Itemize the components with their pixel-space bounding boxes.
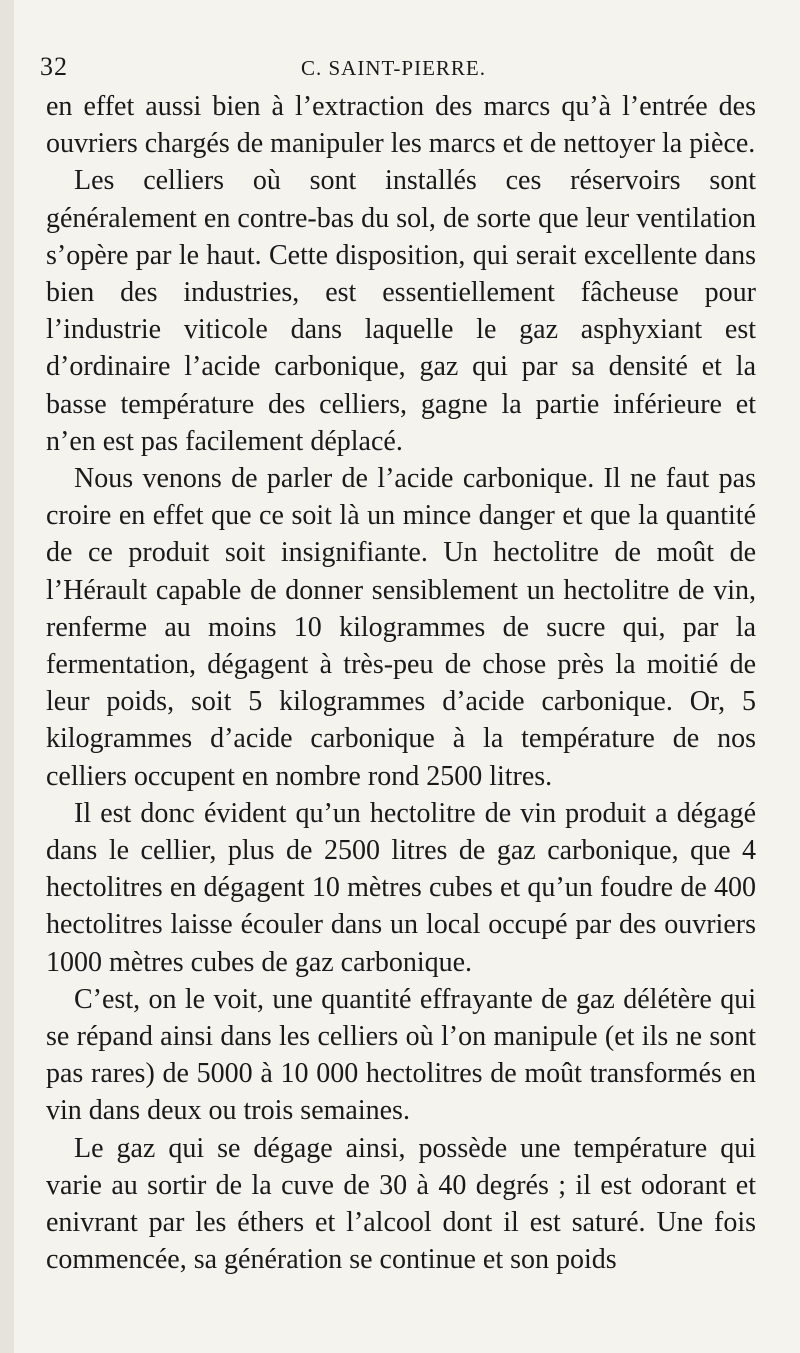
page-body bbox=[46, 88, 756, 1279]
paragraph-quantite: C’est, on le voit, une quantité effrayante de gaz délétère qui se répand ainsi dans les celliers où l’on manipule (et ils ne sont pas rares) de 5000 à 10 000 hectolitres de moût transformés en vin dans deux ou trois semaines. bbox=[46, 983, 756, 1127]
paragraph-acide-carbonique: Nous venons de parler de l’acide carbonique. Il ne faut pas croire en effet que ce soit là un mince danger et que la quantité de ce produit soit insignifiante. Un hectolitre de moût de l’Hérault capable de donner sensiblement un hectolitre de vin, renferme au moins 10 kilogrammes de sucre qui, par la fermentation, dégagent à très-peu de chose près la moitié de leur poids, soit 5 kilogrammes d’acide carbonique. Or, 5 kilogrammes d’acide carbonique à la température de nos celliers occupent en nombre rond 2500 litres. bbox=[46, 463, 756, 792]
page-number: 32 bbox=[40, 52, 68, 81]
page-edge bbox=[0, 0, 14, 1353]
paragraph-continuation: en effet aussi bien à l’extraction des marcs qu’à l’entrée des ouvriers chargés de manipuler les marcs et de nettoyer la pièce. bbox=[46, 91, 756, 160]
paragraph-hectolitre: Il est donc évident qu’un hectolitre de vin produit a dégagé dans le cellier, plus de 2500 litres de gaz carbonique, que 4 hectolitres en dégagent 10 mètres cubes et qu’un foudre de 400 hectolitres laisse écouler dans un local occupé par des ouvriers 1000 mètres cubes de gaz carbonique. bbox=[46, 797, 756, 978]
paragraph-gaz: Le gaz qui se dégage ainsi, possède une température qui varie au sortir de la cuve de 30 à 40 degrés ; il est odorant et enivrant par les éthers et l’alcool dont il est saturé. Une fois commencée, sa génération se continue et son poids bbox=[46, 1132, 756, 1276]
page-header bbox=[40, 52, 760, 86]
paragraph-celliers: Les celliers où sont installés ces réservoirs sont généralement en contre-bas du sol, de sorte que leur ventilation s’opère par le haut. Cette disposition, qui serait excellente dans bien des industries, est essentiellement fâcheuse pour l’industrie viticole dans laquelle le gaz asphyxiant est d’ordinaire l’acide carbonique, gaz qui par sa densité et la basse température des celliers, gagne la partie inférieure et n’en est pas facilement déplacé. bbox=[46, 165, 756, 457]
running-head: C. SAINT-PIERRE. bbox=[301, 56, 486, 80]
